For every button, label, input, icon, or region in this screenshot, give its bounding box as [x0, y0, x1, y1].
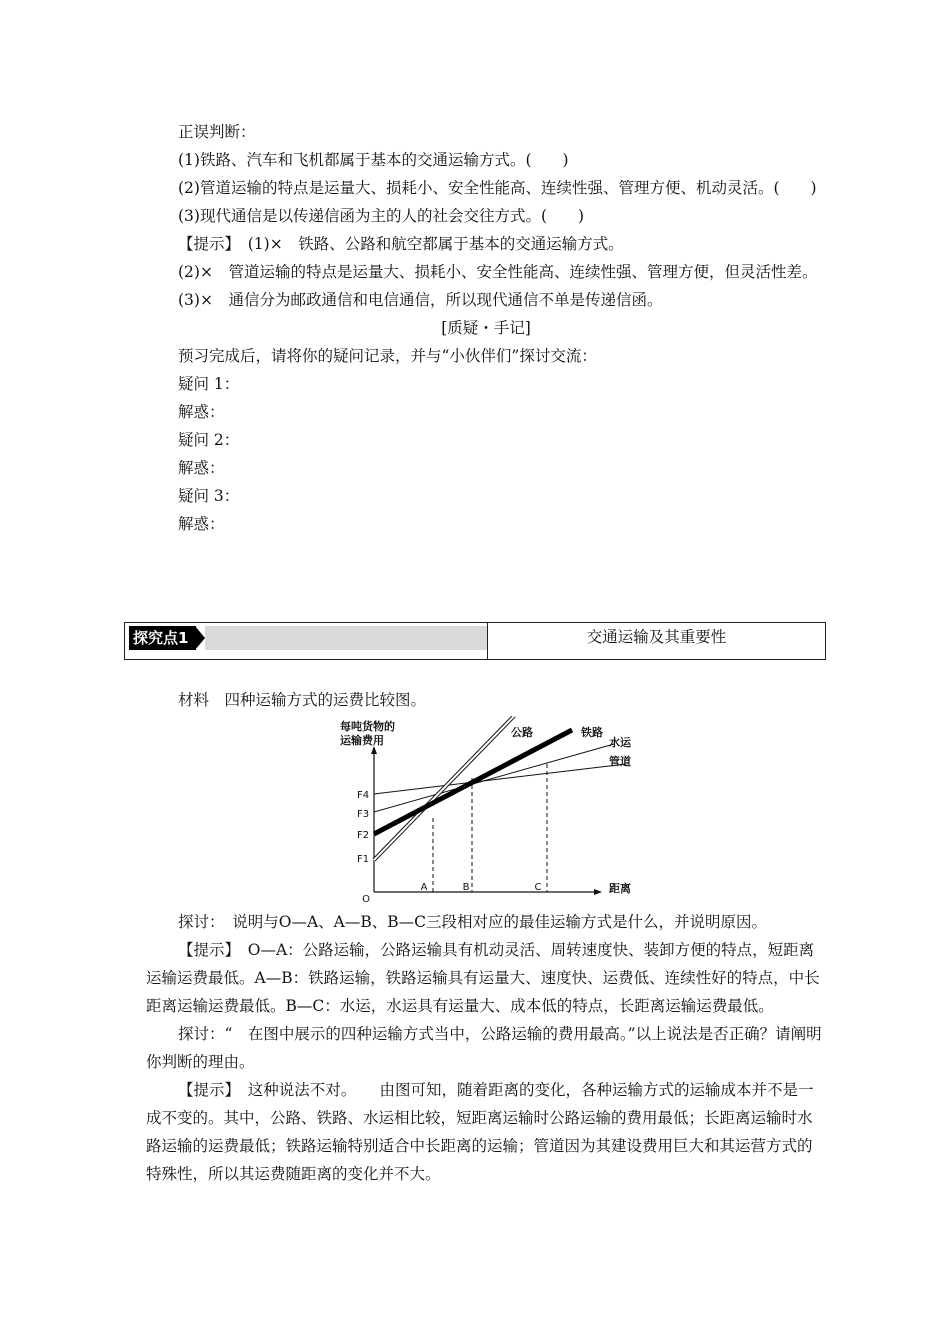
origin-label: O	[362, 894, 370, 905]
series-label-road: 公路	[511, 726, 533, 739]
freight-cost-chart	[326, 716, 646, 906]
doubt-line: 疑问 2：	[178, 431, 240, 449]
notes-intro: 预习完成后，请将你的疑问记录，并与“小伙伴们”探讨交流：	[178, 347, 597, 365]
doubt-line: 疑问 1：	[178, 375, 240, 393]
judge-title: 正误判断：	[178, 123, 256, 141]
tag-arrow-icon	[195, 626, 205, 650]
series-water	[374, 744, 614, 812]
chart-svg	[326, 716, 646, 906]
banner-title: 交通运输及其重要性	[586, 628, 727, 646]
question-2: (2)管道运输的特点是运量大、损耗小、安全性能高、连续性强、管理方便、机动灵活。( )	[178, 179, 817, 197]
hint-3: (3)× 通信分为邮政通信和电信通信，所以现代通信不单是传递信函。	[178, 291, 663, 309]
series-road-inner	[374, 716, 514, 860]
y-axis-arrow-icon	[371, 746, 377, 754]
y-tick-f4: F4	[356, 790, 370, 801]
y-tick-f3: F3	[356, 809, 370, 820]
preview-section	[146, 118, 826, 538]
answer-line: 解惑：	[178, 459, 225, 477]
hint-a: 【提示】 O—A：公路运输，公路运输具有机动灵活、周转速度快、装卸方便的特点，短距离运输运费最低。A—B：铁路运输，铁路运输具有运量大、速度快、运费低、连续性好的特点，中长距离运输运费最低。B—C：水运，水运具有运量大、成本低的特点，长距离运输运费最低。	[146, 941, 820, 1015]
inquiry-banner	[124, 622, 826, 660]
y-tick-f1: F1	[356, 854, 370, 865]
x-label: 距离	[609, 882, 631, 895]
answer-line: 解惑：	[178, 515, 225, 533]
inquiry-tag: 探究点1	[129, 626, 196, 650]
series-label-water: 水运	[609, 736, 631, 749]
x-tick-b: B	[462, 882, 470, 893]
hint-b: 【提示】 这种说法不对。 由图可知，随着距离的变化，各种运输方式的运输成本并不是一成不变的。其中，公路、铁路、水运相比较，短距离运输时公路运输的费用最低；长距离运输时水路运输的运费最低；铁路运输特别适合中长距离的运输；管道因为其建设费用巨大和其运营方式的特殊性，所以其运费随距离的变化并不大。	[146, 1081, 814, 1183]
doubt-line: 疑问 3：	[178, 487, 240, 505]
question-3: (3)现代通信是以传递信函为主的人的社会交往方式。( )	[178, 207, 585, 225]
discussion-section	[146, 908, 826, 1188]
banner-gray-bar	[205, 626, 487, 650]
y-label-line1: 每吨货物的	[340, 720, 395, 733]
y-label-line2: 运输费用	[340, 734, 384, 747]
discussion-1: 探讨： 说明与O—A、A—B、B—C三段相对应的最佳运输方式是什么，并说明原因。	[178, 913, 767, 931]
material-caption: 材料 四种运输方式的运费比较图。	[178, 691, 427, 709]
y-tick-f2: F2	[356, 830, 370, 841]
x-tick-a: A	[420, 882, 428, 893]
answer-line: 解惑：	[178, 403, 225, 421]
series-rail	[374, 730, 572, 834]
series-label-rail: 铁路	[581, 726, 603, 739]
hint-1: 【提示】 (1)× 铁路、公路和航空都属于基本的交通运输方式。	[178, 235, 624, 253]
material-line-wrap	[146, 686, 826, 714]
hint-2: (2)× 管道运输的特点是运量大、损耗小、安全性能高、连续性强、管理方便，但灵活性差。	[178, 263, 818, 281]
discussion-2: 探讨：“ 在图中展示的四种运输方式当中，公路运输的费用最高。”以上说法是否正确？请阐明你判断的理由。	[146, 1025, 822, 1071]
notes-title: [质疑・手记]	[441, 319, 531, 337]
x-axis-arrow-icon	[594, 889, 602, 895]
x-tick-c: C	[534, 882, 542, 893]
question-1: (1)铁路、汽车和飞机都属于基本的交通运输方式。( )	[178, 151, 569, 169]
series-label-pipeline: 管道	[609, 755, 631, 768]
